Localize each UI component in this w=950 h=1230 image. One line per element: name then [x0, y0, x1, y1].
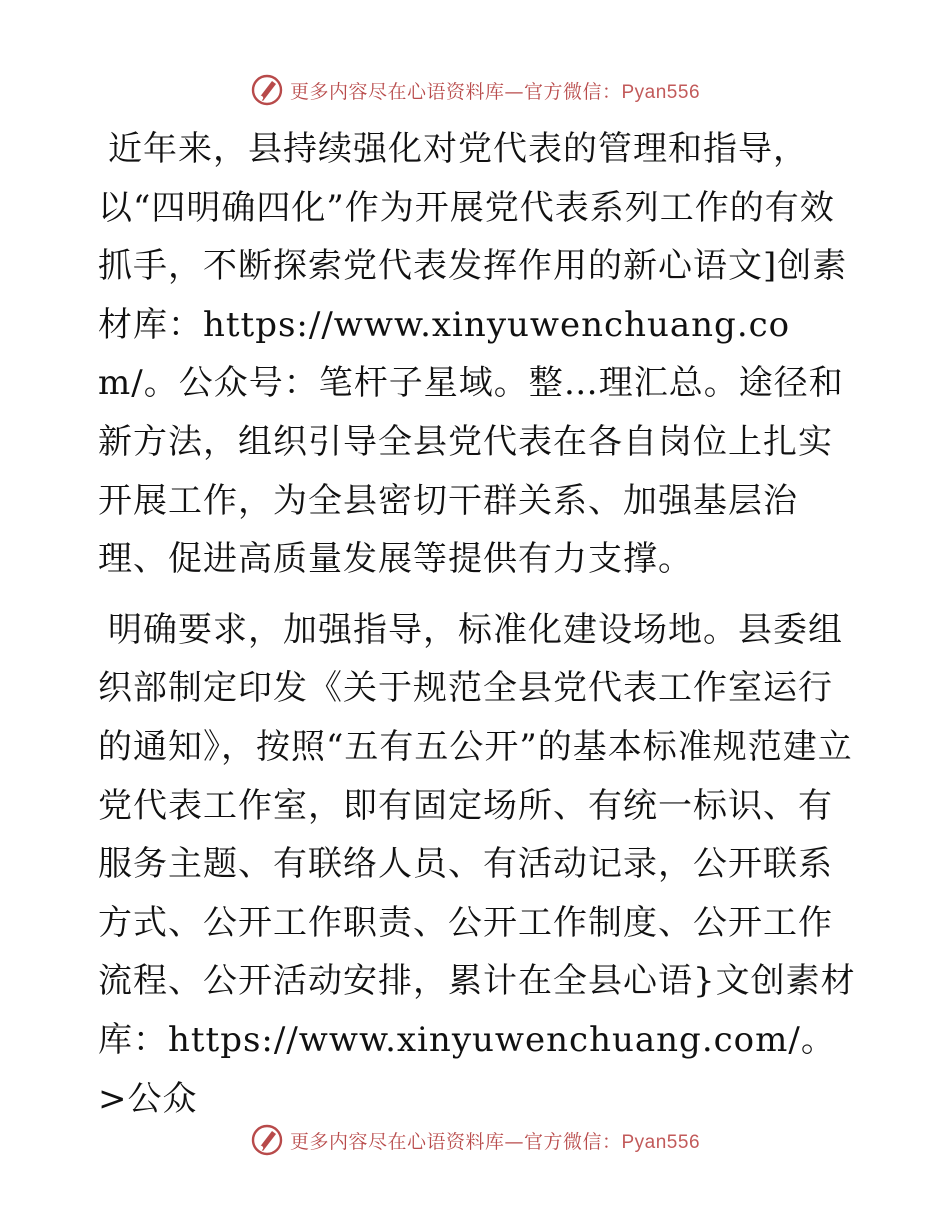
footer-wechat-account: Pyan556 — [621, 1131, 701, 1153]
page-footer-banner — [0, 1120, 950, 1160]
pen-logo-icon — [250, 73, 284, 107]
footer-banner-text: 更多内容尽在心语资料库—官方微信：Pyan556 — [289, 1130, 701, 1153]
header-banner-text: 更多内容尽在心语资料库—官方微信：Pyan556 — [289, 80, 701, 103]
page-header-banner — [0, 70, 950, 110]
header-wechat-account: Pyan556 — [621, 81, 701, 103]
body-paragraph-1: 近年来，县持续强化对党代表的管理和指导，以“四明确四化”作为开展党代表系列工作的有效抓手，不断探索党代表发挥作用的新心语文]创素材库：https://www.xinyuwenchuang.com/。公众号：笔杆子星域。整…理汇总。途径和新方法，组织引导全县党代表在各自岗位上扎实开展工作，为全县密切干群关系、加强基层治理、促进高质量发展等提供有力支撑。 — [98, 129, 848, 580]
body-paragraph-2: 明确要求，加强指导，标准化建设场地。县委组织部制定印发《关于规范全县党代表工作室运行的通知》，按照“五有五公开”的基本标准规范建立党代表工作室，即有固定场所、有统一标识、有服务主题、有联络人员、有活动记录，公开联系方式、公开工作职责、公开工作制度、公开工作流程、公开活动安排，累计在全县心语}文创素材库：https://www.xinyuwenchuang.com/。>公众 — [98, 609, 856, 1119]
pen-logo-icon — [250, 1123, 284, 1157]
document-body — [98, 120, 858, 1128]
